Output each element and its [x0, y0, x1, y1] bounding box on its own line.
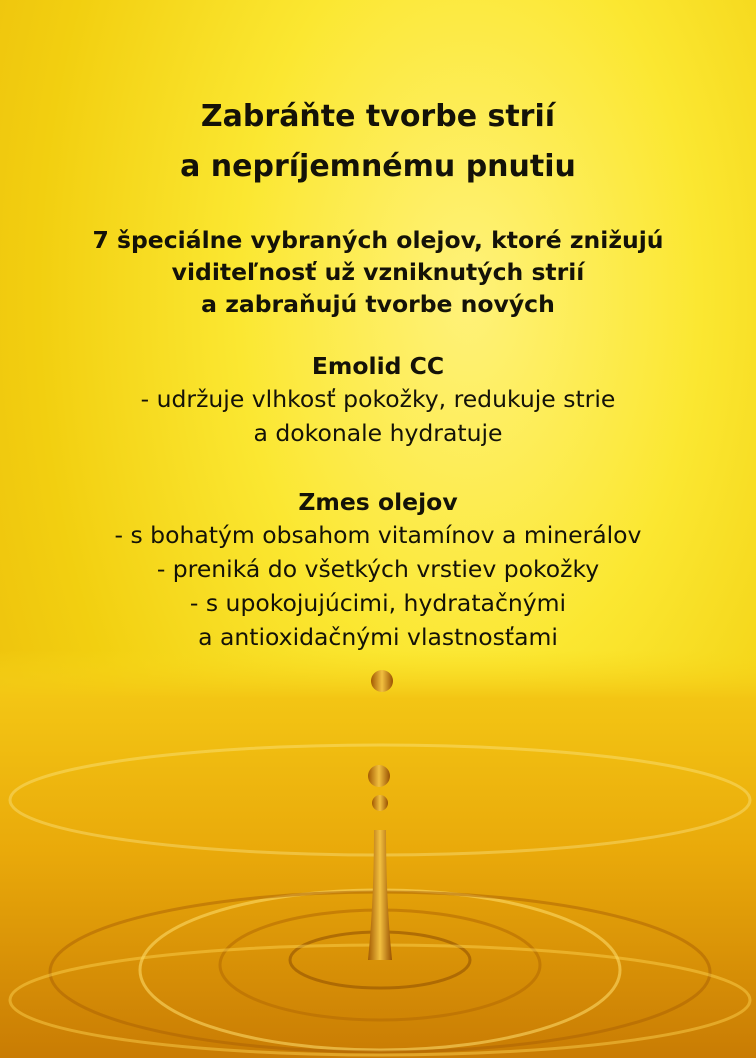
falling-drop: [371, 670, 393, 692]
rising-drop: [368, 765, 390, 787]
subheadline-line-2: viditeľnosť už vzniknutých strií: [171, 258, 585, 286]
section-line: - udržuje vlhkosť pokožky, redukuje strie: [140, 385, 616, 413]
subheadline-line-1: 7 špeciálne vybraných olejov, ktoré znižujú: [92, 226, 664, 254]
section-emolid: [0, 350, 756, 450]
subheadline-line-3: a zabraňujú tvorbe nových: [201, 290, 555, 318]
section-line: a dokonale hydratuje: [253, 419, 503, 447]
section-heading: Emolid CC: [311, 352, 445, 380]
section-line: - preniká do všetkých vrstiev pokožky: [156, 555, 600, 583]
section-oil-blend: [0, 486, 756, 654]
headline-line-1: Zabráňte tvorbe strií: [200, 99, 556, 134]
headline: [0, 92, 756, 192]
headline-line-2: a nepríjemnému pnutiu: [180, 149, 576, 184]
section-heading: Zmes olejov: [298, 488, 458, 516]
section-line: - s bohatým obsahom vitamínov a minerálov: [114, 521, 642, 549]
subheadline: [0, 224, 756, 320]
section-line: a antioxidačnými vlastnosťami: [198, 623, 558, 651]
section-line: - s upokojujúcimi, hydratačnými: [189, 589, 567, 617]
